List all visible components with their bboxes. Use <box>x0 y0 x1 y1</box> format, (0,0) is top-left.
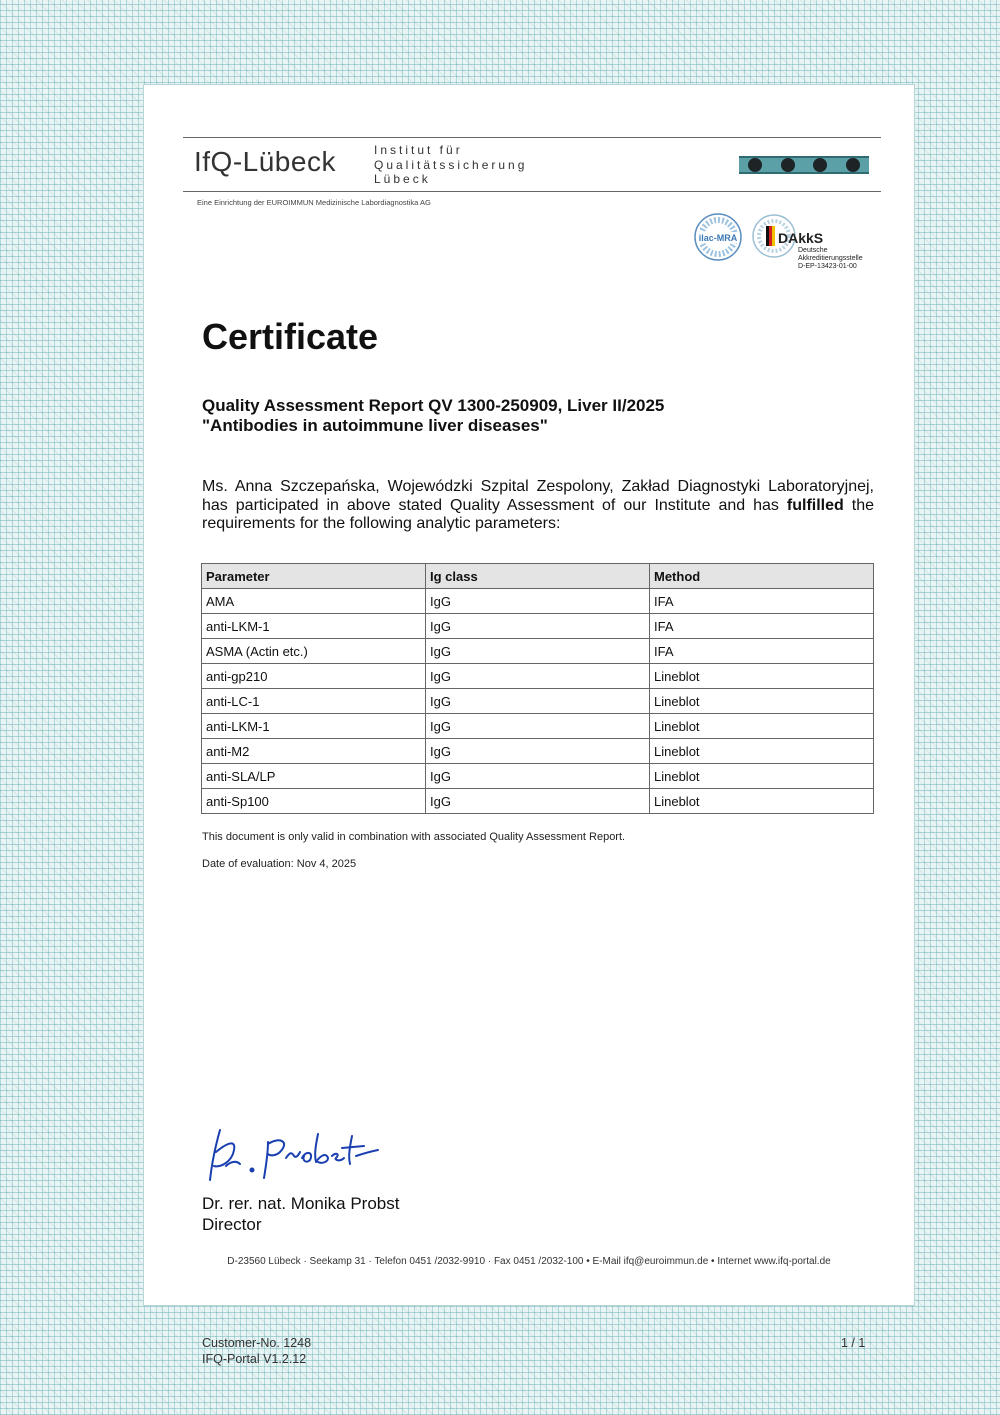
statement-part-2: the requirements for the following analytic parameters: <box>202 496 874 532</box>
cell-method: IFA <box>650 614 874 639</box>
cell-parameter: anti-M2 <box>202 739 426 764</box>
dakks-id: D-EP-13423-01-00 <box>798 263 857 270</box>
cell-ig-class: IgG <box>426 689 650 714</box>
participation-statement <box>202 478 874 534</box>
cell-method: Lineblot <box>650 714 874 739</box>
table-row <box>202 739 874 764</box>
cell-parameter: anti-Sp100 <box>202 789 426 814</box>
portal-version: IFQ-Portal V1.2.12 <box>202 1351 307 1366</box>
customer-info <box>202 1336 311 1367</box>
table-row <box>202 764 874 789</box>
cell-method: IFA <box>650 589 874 614</box>
cell-ig-class: IgG <box>426 714 650 739</box>
validity-note: This document is only valid in combination with associated Quality Assessment Report. <box>202 831 626 843</box>
institute-line-1: Institut für <box>374 143 463 157</box>
signer-block <box>202 1193 399 1235</box>
header-ig-class: Ig class <box>426 564 650 589</box>
dakks-name: DAkkS <box>778 230 824 246</box>
cell-parameter: anti-SLA/LP <box>202 764 426 789</box>
ilac-label: ilac-MRA <box>698 233 738 243</box>
footer-address: D-23560 Lübeck · Seekamp 31 · Telefon 0451 /2032-9910 · Fax 0451 /2032-100 • E-Mail ifq@euroimmun.de • Internet www.ifq-portal.de <box>227 1256 831 1267</box>
institute-line-3: Lübeck <box>374 172 431 186</box>
page-number: 1 / 1 <box>841 1336 866 1350</box>
cell-ig-class: IgG <box>426 589 650 614</box>
ifq-logo: IfQ-Lübeck <box>194 146 336 177</box>
cell-ig-class: IgG <box>426 789 650 814</box>
report-subtitle: "Antibodies in autoimmune liver diseases" <box>202 416 548 435</box>
cell-method: Lineblot <box>650 739 874 764</box>
header-method: Method <box>650 564 874 589</box>
signer-role: Director <box>202 1215 262 1234</box>
cell-ig-class: IgG <box>426 739 650 764</box>
table-header-row <box>202 564 874 589</box>
cell-parameter: ASMA (Actin etc.) <box>202 639 426 664</box>
cell-ig-class: IgG <box>426 764 650 789</box>
table-row <box>202 589 874 614</box>
cell-ig-class: IgG <box>426 614 650 639</box>
table-row <box>202 664 874 689</box>
header-bottom-rule <box>183 191 881 192</box>
table-row <box>202 614 874 639</box>
dakks-line-1: Deutsche <box>798 247 828 254</box>
cell-parameter: anti-LKM-1 <box>202 614 426 639</box>
evaluation-date: Date of evaluation: Nov 4, 2025 <box>202 858 357 870</box>
cell-ig-class: IgG <box>426 664 650 689</box>
cell-ig-class: IgG <box>426 639 650 664</box>
cell-method: Lineblot <box>650 664 874 689</box>
report-heading <box>202 396 664 436</box>
header-parameter: Parameter <box>202 564 426 589</box>
cell-method: IFA <box>650 639 874 664</box>
cell-parameter: AMA <box>202 589 426 614</box>
institute-line-2: Qualitätssicherung <box>374 157 528 172</box>
table-row <box>202 789 874 814</box>
statement-emphasis: fulfilled <box>786 496 844 514</box>
header-top-rule <box>183 137 881 138</box>
dakks-logo <box>752 212 872 272</box>
cell-method: Lineblot <box>650 689 874 714</box>
ilac-mra-logo <box>694 213 742 261</box>
signature-image <box>206 1122 386 1186</box>
statement-part-1: Ms. Anna Szczepańska, Wojewódzki Szpital Zespolony, Zakład Diagnostyki Laboratoryjnej, has participated in above stated Quality Assessment of our Institute and has <box>202 478 874 514</box>
logo-bar <box>739 156 869 174</box>
table-row <box>202 639 874 664</box>
cell-method: Lineblot <box>650 789 874 814</box>
signer-name: Dr. rer. nat. Monika Probst <box>202 1194 400 1213</box>
certificate-title: Certificate <box>202 316 379 357</box>
cell-method: Lineblot <box>650 764 874 789</box>
table-row <box>202 689 874 714</box>
institute-name <box>374 143 527 187</box>
customer-number: Customer-No. 1248 <box>202 1336 312 1350</box>
table-row <box>202 714 874 739</box>
cell-parameter: anti-LC-1 <box>202 689 426 714</box>
tagline: Eine Einrichtung der EUROIMMUN Medizinische Labordiagnostika AG <box>197 198 431 207</box>
report-title: Quality Assessment Report QV 1300-250909, Liver II/2025 <box>202 396 665 415</box>
parameter-table <box>201 563 874 814</box>
cell-parameter: anti-gp210 <box>202 664 426 689</box>
cell-parameter: anti-LKM-1 <box>202 714 426 739</box>
dakks-line-2: Akkreditierungsstelle <box>798 255 863 262</box>
